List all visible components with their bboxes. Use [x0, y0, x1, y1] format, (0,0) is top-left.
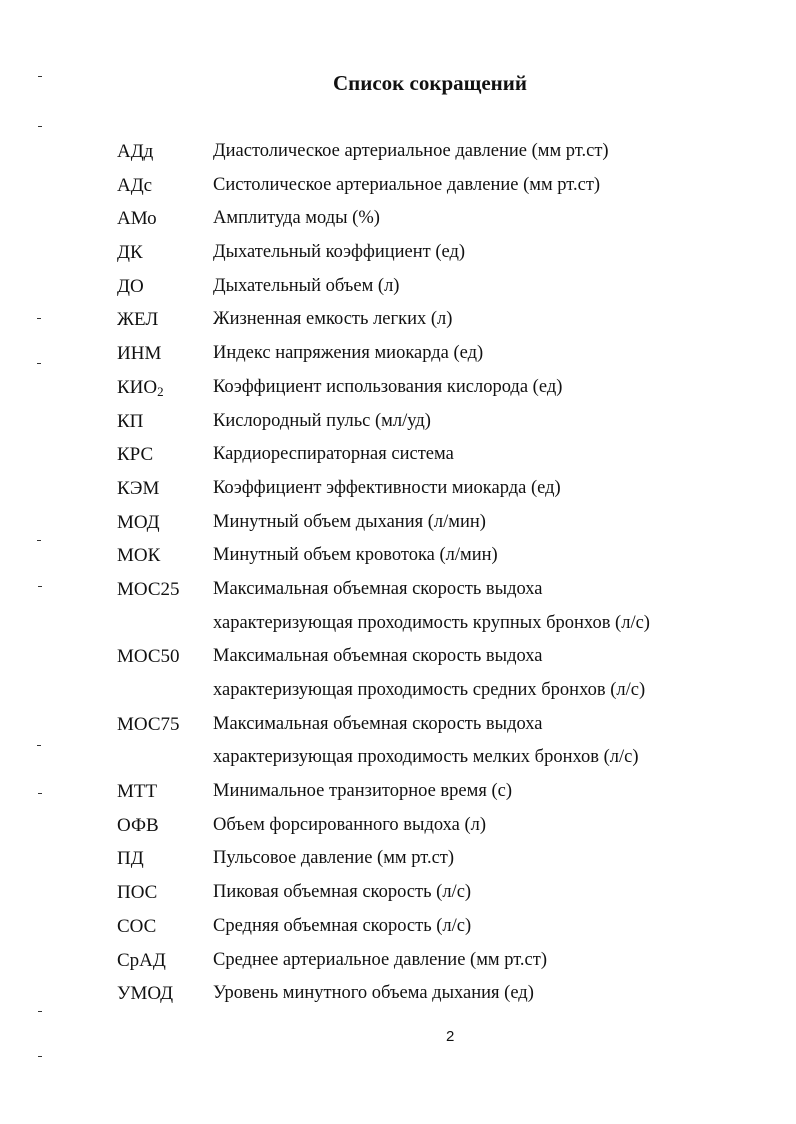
abbreviation-row: [0, 337, 796, 371]
scan-speck: [37, 363, 41, 364]
abbreviation-description: [213, 539, 783, 573]
abbreviation-term-text: МОС25: [117, 578, 180, 600]
abbreviation-term-text: ЖЕЛ: [117, 309, 159, 331]
abbreviation-term: [117, 539, 160, 573]
abbreviation-description: [213, 371, 783, 405]
abbreviation-description: [213, 337, 783, 371]
abbreviation-description-line: Дыхательный объем (л): [213, 275, 400, 296]
abbreviation-description: [213, 202, 783, 236]
abbreviation-term: [117, 371, 164, 409]
abbreviation-description: [213, 977, 783, 1011]
scan-speck: [37, 745, 41, 746]
abbreviation-term: [117, 842, 144, 876]
abbreviation-description-line: Дыхательный коэффициент (ед): [213, 242, 466, 263]
abbreviation-description: [213, 842, 783, 876]
abbreviation-term: [117, 438, 153, 472]
abbreviation-term-text: МОД: [117, 511, 160, 533]
abbreviation-term-text: АДд: [117, 141, 154, 162]
abbreviation-row: [0, 910, 796, 944]
abbreviation-description-line: Уровень минутного объема дыхания (ед): [213, 983, 534, 1004]
abbreviation-term-text: АМо: [117, 208, 157, 230]
abbreviation-term-text: КИО: [117, 376, 158, 398]
abbreviation-term: [117, 472, 159, 506]
abbreviation-term-text: МОК: [117, 545, 161, 567]
abbreviation-row: [0, 135, 796, 169]
abbreviation-term: [117, 135, 153, 169]
abbreviation-description: [213, 472, 783, 506]
abbreviation-row: [0, 438, 796, 472]
abbreviation-description: [213, 775, 783, 809]
abbreviation-term: [117, 202, 157, 236]
abbreviation-row: [0, 270, 796, 304]
abbreviation-term-text: ПД: [117, 848, 144, 870]
scan-speck: [38, 793, 42, 794]
abbreviation-term: [117, 506, 160, 540]
abbreviation-term: [117, 876, 157, 910]
abbreviation-description-line: Объем форсированного выдоха (л): [213, 814, 487, 835]
abbreviation-term-text: КРС: [117, 444, 154, 466]
abbreviation-description: [213, 640, 783, 707]
abbreviation-description-line: Систолическое артериальное давление (мм рт.ст): [213, 174, 601, 195]
abbreviation-row: [0, 944, 796, 978]
abbreviation-description-line: Пульсовое давление (мм рт.ст): [213, 848, 455, 869]
abbreviation-row: [0, 472, 796, 506]
abbreviation-description-line: Максимальная объемная скорость выдоха: [213, 646, 543, 667]
abbreviation-list: [0, 135, 796, 1011]
abbreviation-term: [117, 910, 156, 944]
abbreviation-term-subscript: 2: [157, 383, 164, 399]
abbreviation-term: [117, 775, 157, 809]
abbreviation-term: [117, 809, 159, 843]
abbreviation-term-text: ИНМ: [117, 343, 162, 365]
abbreviation-description-line: характеризующая проходимость крупных бронхов (л/с): [213, 612, 650, 633]
abbreviation-description-line: Жизненная емкость легких (л): [213, 309, 453, 330]
abbreviation-term: [117, 270, 144, 304]
abbreviation-description: [213, 506, 783, 540]
abbreviation-row: [0, 708, 796, 775]
abbreviation-description: [213, 303, 783, 337]
scan-speck: [38, 586, 42, 587]
abbreviation-description: [213, 236, 783, 270]
abbreviation-description: [213, 405, 783, 439]
abbreviation-description-line: Амплитуда моды (%): [213, 208, 380, 229]
abbreviation-term: [117, 405, 143, 439]
abbreviation-description-line: Индекс напряжения миокарда (ед): [213, 343, 484, 364]
scan-speck: [38, 76, 42, 77]
abbreviation-description-line: Пиковая объемная скорость (л/с): [213, 882, 472, 903]
abbreviation-description-line: Максимальная объемная скорость выдоха: [213, 578, 543, 599]
abbreviation-row: [0, 236, 796, 270]
scan-speck: [37, 540, 41, 541]
scan-speck: [37, 318, 41, 319]
scan-speck: [38, 126, 42, 127]
abbreviation-description-line: характеризующая проходимость средних бронхов (л/с): [213, 680, 646, 701]
abbreviation-description: [213, 876, 783, 910]
abbreviation-term: [117, 640, 180, 674]
abbreviation-row: [0, 202, 796, 236]
abbreviation-description: [213, 270, 783, 304]
abbreviation-row: [0, 506, 796, 540]
scan-speck: [38, 1056, 42, 1057]
abbreviation-row: [0, 876, 796, 910]
abbreviation-row: [0, 842, 796, 876]
abbreviation-term-text: КЭМ: [117, 477, 160, 499]
abbreviation-row: [0, 977, 796, 1011]
abbreviation-term-text: УМОД: [117, 983, 174, 1005]
abbreviation-term-text: ОФВ: [117, 814, 159, 836]
abbreviation-term-text: АДс: [117, 174, 153, 196]
abbreviation-description-line: Диастолическое артериальное давление (мм рт.ст): [213, 141, 609, 161]
abbreviation-term-text: ДО: [117, 275, 144, 297]
abbreviation-description-line: Коэффициент использования кислорода (ед): [213, 376, 563, 397]
abbreviation-description-line: характеризующая проходимость мелких бронхов (л/с): [213, 747, 639, 768]
abbreviation-term: [117, 573, 180, 607]
abbreviation-description: [213, 708, 783, 775]
abbreviation-description-line: Средняя объемная скорость (л/с): [213, 915, 472, 936]
abbreviation-term: [117, 977, 173, 1011]
abbreviation-description-line: Кардиореспираторная система: [213, 444, 454, 465]
abbreviation-term: [117, 708, 180, 742]
abbreviation-term-text: СрАД: [117, 949, 166, 971]
abbreviation-row: [0, 405, 796, 439]
abbreviation-term-text: МТТ: [117, 781, 158, 803]
abbreviation-row: [0, 640, 796, 707]
abbreviation-term-text: МОС50: [117, 646, 180, 668]
abbreviation-row: [0, 303, 796, 337]
abbreviation-description: [213, 944, 783, 978]
abbreviation-term: [117, 337, 161, 371]
abbreviation-term-text: МОС75: [117, 713, 180, 735]
abbreviation-term: [117, 169, 152, 203]
abbreviation-term: [117, 944, 166, 978]
abbreviation-description-line: Коэффициент эффективности миокарда (ед): [213, 477, 561, 498]
abbreviation-row: [0, 169, 796, 203]
abbreviation-row: [0, 371, 796, 405]
page-number: 2: [446, 1028, 455, 1045]
abbreviation-description-line: Минутный объем кровотока (л/мин): [213, 545, 498, 566]
abbreviation-description-line: Минимальное транзиторное время (с): [213, 781, 512, 802]
abbreviation-term-text: КП: [117, 410, 144, 432]
abbreviation-description-line: Минутный объем дыхания (л/мин): [213, 511, 486, 532]
abbreviation-row: [0, 539, 796, 573]
abbreviation-term-text: ПОС: [117, 882, 158, 904]
abbreviation-description: [213, 910, 783, 944]
abbreviation-term-text: СОС: [117, 915, 157, 937]
page-title: Список сокращений: [333, 71, 527, 95]
abbreviation-description-line: Максимальная объемная скорость выдоха: [213, 713, 543, 734]
abbreviation-row: [0, 809, 796, 843]
abbreviation-row: [0, 573, 796, 640]
scan-speck: [38, 1011, 42, 1012]
abbreviation-description: [213, 135, 783, 169]
abbreviation-description-line: Кислородный пульс (мл/уд): [213, 410, 431, 431]
abbreviation-term: [117, 303, 158, 337]
abbreviation-term: [117, 236, 143, 270]
abbreviation-description: [213, 809, 783, 843]
abbreviation-description: [213, 438, 783, 472]
abbreviation-description-line: Среднее артериальное давление (мм рт.ст): [213, 949, 548, 970]
abbreviation-description: [213, 573, 783, 640]
abbreviation-row: [0, 775, 796, 809]
abbreviation-description: [213, 169, 783, 203]
abbreviation-term-text: ДК: [117, 242, 143, 264]
